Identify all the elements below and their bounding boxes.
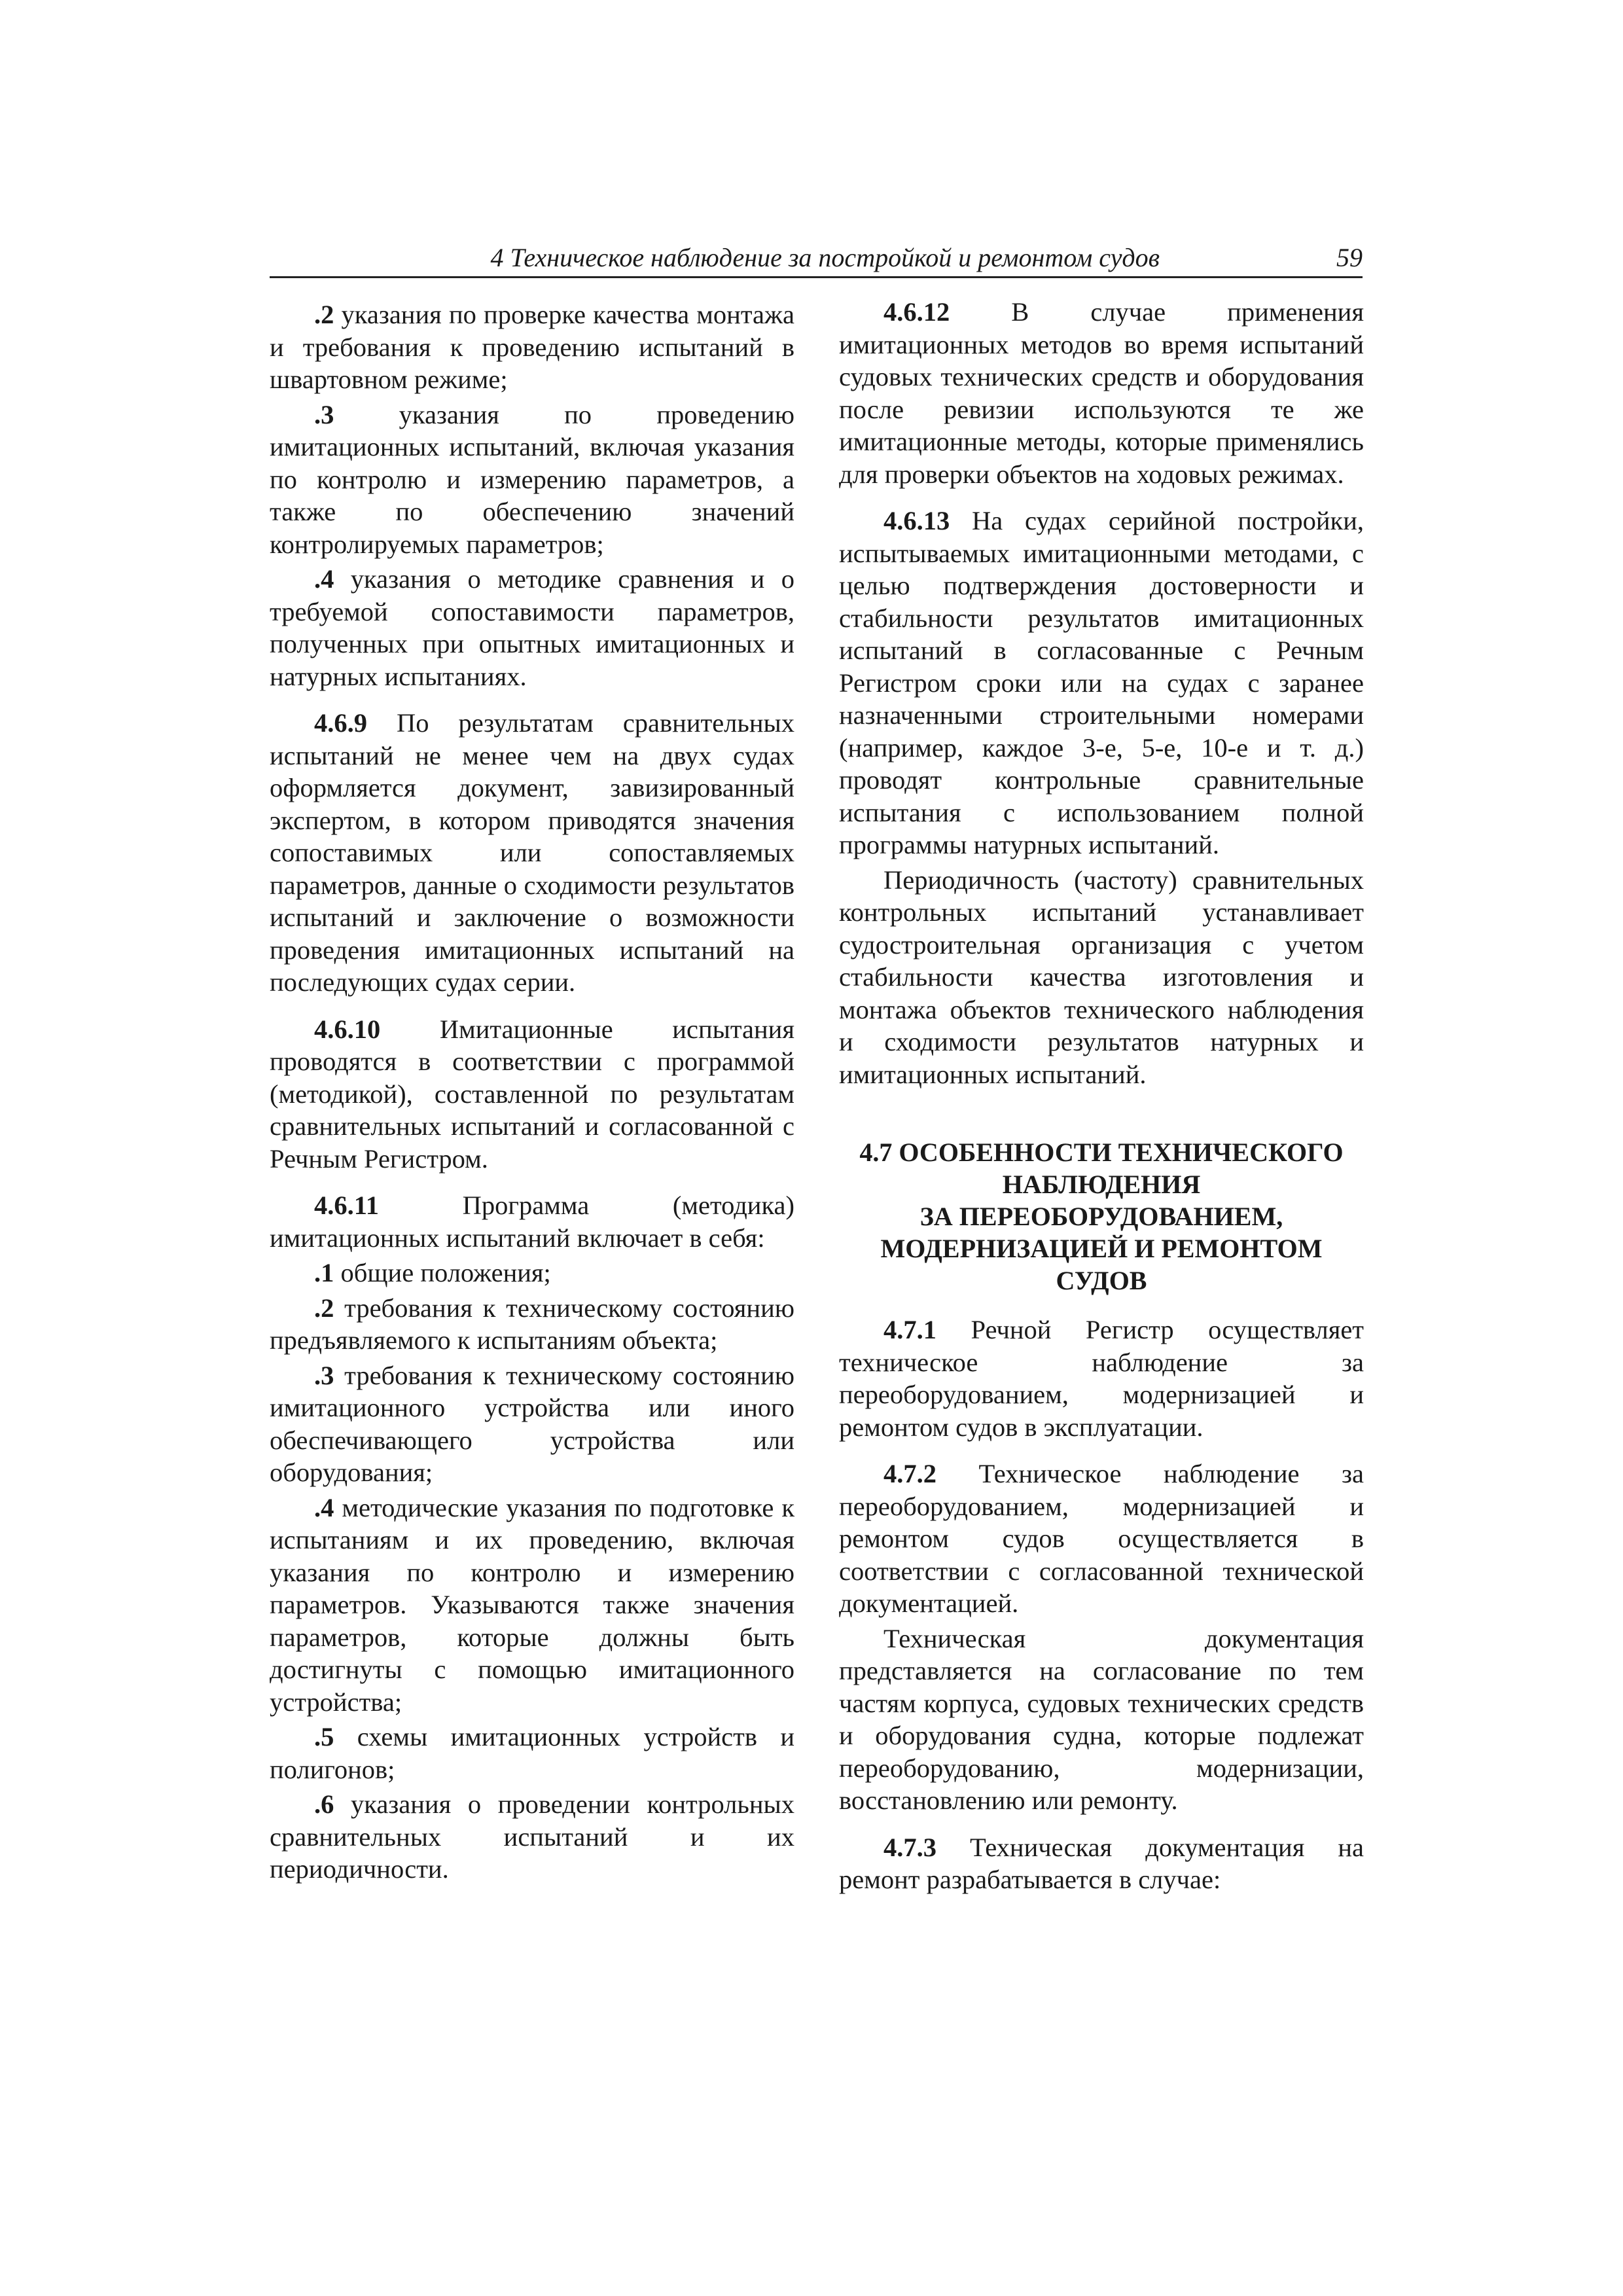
paragraph-4-6-9: 4.6.9 По результатам сравнительных испытаний не менее чем на двух судах оформляется документ, завизированный экспертом, в котором приводятся значения сопоставимых или сопоставляемых параметров, данные о сходимости результатов испытаний и заключение о возможности проведения имитационных испытаний на последующих судах серии. xyxy=(270,708,794,997)
running-header xyxy=(270,237,1363,278)
paragraph-4-7-3: 4.7.3 Техническая документация на ремонт разрабатывается в случае: xyxy=(839,1832,1364,1894)
list-item: .3 указания по проведению имитационных испытаний, включая указания по контролю и измерению параметров, а также по обеспечению значений контролируемых параметров; xyxy=(270,399,794,559)
left-column xyxy=(270,296,794,1886)
page-number: 59 xyxy=(1336,243,1363,272)
running-title: 4 Техническое наблюдение за постройкой и ремонтом судов xyxy=(490,243,1160,272)
paragraph-4-7-2: 4.7.2 Техническое наблюдение за переоборудованием, модернизацией и ремонтом судов осуществляется в соответствии с согласованной технической документацией. xyxy=(839,1459,1364,1618)
right-column xyxy=(839,296,1364,1896)
paragraph-periodicity: Периодичность (частоту) сравнительных контрольных испытаний устанавливает судостроительная организация с учетом стабильности качества изготовления и монтажа объектов технического наблюдения и сходимости результатов натурных и имитационных испытаний. xyxy=(839,865,1364,1089)
list-item: .2 указания по проверке качества монтажа и требования к проведению испытаний в швартовном режиме; xyxy=(270,300,794,394)
list-item: .2 требования к техническому состоянию предъявляемого к испытаниям объекта; xyxy=(270,1293,794,1355)
section-heading-4-7: 4.7 ОСОБЕННОСТИ ТЕХНИЧЕСКОГО НАБЛЮДЕНИЯ ЗА ПЕРЕОБОРУДОВАНИЕМ, МОДЕРНИЗАЦИЕЙ И РЕМОНТОМ СУДОВ xyxy=(859,1138,1344,1295)
paragraph-4-6-12: 4.6.12 В случае применения имитационных методов во время испытаний судовых технических средств и оборудования после ревизии используются те же имитационные методы, которые применялись для проверки объектов на ходовых режимах. xyxy=(839,297,1364,489)
list-item: .3 требования к техническому состоянию имитационного устройства или иного обеспечивающего устройства или оборудования; xyxy=(270,1360,794,1487)
list-item: .4 методические указания по подготовке к испытаниям и их проведению, включая указания по контролю и измерению параметров. Указываются также значения параметров, которые должны быть достигнуты с помощью имитационного устройства; xyxy=(270,1492,794,1717)
paragraph-tech-docs: Техническая документация представляется на согласование по тем частям корпуса, судовых технических средств и оборудования судна, которые подлежат переоборудованию, модернизации, восстановлению или ремонту. xyxy=(839,1623,1364,1815)
list-item: .4 указания о методике сравнения и о требуемой сопоставимости параметров, полученных при опытных имитационных и натурных испытаниях. xyxy=(270,564,794,691)
paragraph-4-6-11: 4.6.11 Программа (методика) имитационных испытаний включает в себя: xyxy=(270,1191,794,1253)
list-item: .1 общие положения; xyxy=(314,1258,551,1287)
paragraph-4-7-1: 4.7.1 Речной Регистр осуществляет техническое наблюдение за переоборудованием, модернизацией и ремонтом судов в эксплуатации. xyxy=(839,1315,1364,1442)
list-item: .6 указания о проведении контрольных сравнительных испытаний и их периодичности. xyxy=(270,1789,794,1884)
paragraph-4-6-10: 4.6.10 Имитационные испытания проводятся в соответствии с программой (методикой), составленной по результатам сравнительных испытаний и согласованной с Речным Регистром. xyxy=(270,1014,794,1174)
list-item: .5 схемы имитационных устройств и полигонов; xyxy=(270,1722,794,1784)
paragraph-4-6-13: 4.6.13 На судах серийной постройки, испытываемых имитационными методами, с целью подтверждения достоверности и стабильности результатов имитационных испытаний в согласованные с Речным Регистром сроки или на судах с заранее назначенными строительными номерами (например, каждое 3-е, 5-е, 10-е и т. д.) проводят контрольные сравнительные испытания с использованием полной программы натурных испытаний. xyxy=(839,506,1364,859)
